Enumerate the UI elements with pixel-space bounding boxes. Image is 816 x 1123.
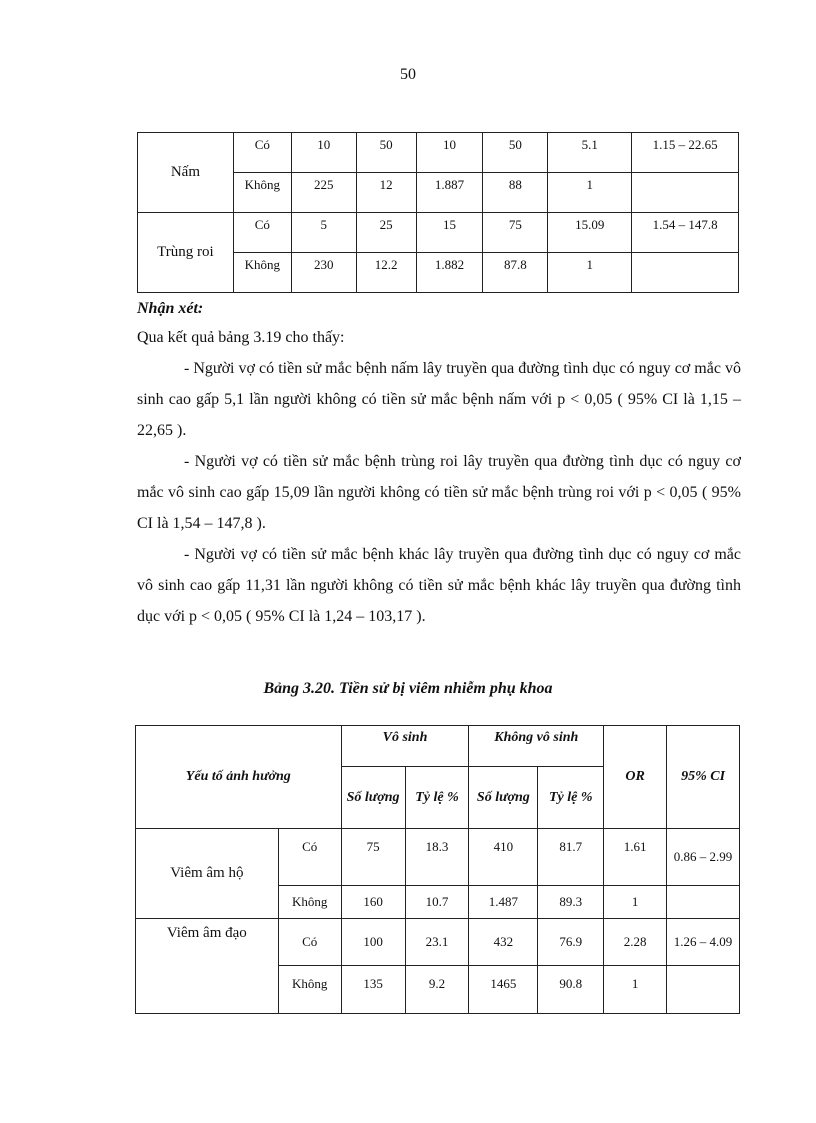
table-cell: 5.1 [548, 133, 632, 173]
table-cell: 15 [416, 213, 483, 253]
header-or: OR [604, 726, 667, 829]
table-cell: 2.28 [604, 919, 667, 966]
table-cell: 5 [291, 213, 356, 253]
table-cell: 89.3 [538, 886, 604, 919]
table-cell [632, 173, 739, 213]
table-cell: 25 [356, 213, 416, 253]
header-count: Số lượng [341, 767, 405, 829]
table-cell: 160 [341, 886, 405, 919]
table-cell: 10 [291, 133, 356, 173]
header-ci: 95% CI [667, 726, 740, 829]
table-cell: 1 [604, 886, 667, 919]
table-cell: 90.8 [538, 966, 604, 1014]
table-cell: 230 [291, 253, 356, 293]
header-count: Số lượng [469, 767, 538, 829]
table-cell: 10.7 [405, 886, 469, 919]
table-cell: 0.86 – 2.99 [667, 829, 740, 886]
table-cell: 18.3 [405, 829, 469, 886]
table-cell [632, 253, 739, 293]
table-cell: 75 [341, 829, 405, 886]
group-label: Trùng roi [138, 213, 234, 293]
table-cell: 81.7 [538, 829, 604, 886]
commentary [137, 296, 741, 632]
table-cell: Không [233, 253, 291, 293]
table-cell: 225 [291, 173, 356, 213]
table-cell: 12.2 [356, 253, 416, 293]
table-cell: 1465 [469, 966, 538, 1014]
table-cell [667, 966, 740, 1014]
table-row [138, 133, 739, 173]
header-infertile: Vô sinh [341, 726, 469, 767]
table-header-row [136, 726, 740, 767]
table-row [136, 829, 740, 886]
table-cell: 9.2 [405, 966, 469, 1014]
table-cell: 87.8 [483, 253, 548, 293]
commentary-intro: Qua kết quả bảng 3.19 cho thấy: [137, 329, 345, 346]
table-cell: 50 [356, 133, 416, 173]
table-cell: 1.26 – 4.09 [667, 919, 740, 966]
table-cell: 1 [548, 253, 632, 293]
group-label: Viêm âm đạo [136, 919, 279, 1014]
table-caption: Bảng 3.20. Tiền sử bị viêm nhiễm phụ khoa [263, 680, 553, 697]
table-cell: 76.9 [538, 919, 604, 966]
table-3-19-continuation [137, 132, 739, 293]
table-cell [667, 886, 740, 919]
commentary-point: - Người vợ có tiền sử mắc bệnh trùng roi lây truyền qua đường tình dục có nguy cơ mắc vô sinh cao gấp 15,09 lần người không có tiền sử mắc bệnh trùng roi với p < 0,05 ( 95% CI là 1,54 – 147,8 ). [137, 453, 741, 532]
table-cell: 1.61 [604, 829, 667, 886]
group-label: Nấm [138, 133, 234, 213]
table-cell: 12 [356, 173, 416, 213]
page-number: 50 [400, 66, 416, 83]
table-cell: 50 [483, 133, 548, 173]
table-3-20 [135, 725, 740, 1014]
table-cell: Không [233, 173, 291, 213]
header-factor: Yếu tố ảnh hưởng [136, 726, 342, 829]
table-cell: 1 [604, 966, 667, 1014]
header-percent: Tỷ lệ % [538, 767, 604, 829]
table-cell: 1.882 [416, 253, 483, 293]
header-not-infertile: Không vô sinh [469, 726, 604, 767]
table-cell: 23.1 [405, 919, 469, 966]
table-row [136, 919, 740, 966]
table-cell: 100 [341, 919, 405, 966]
table-cell: 75 [483, 213, 548, 253]
table-row [138, 213, 739, 253]
table-cell: Không [278, 886, 341, 919]
table-cell: 1.887 [416, 173, 483, 213]
group-label: Viêm âm hộ [136, 829, 279, 919]
table-cell: 432 [469, 919, 538, 966]
table-cell: Có [233, 213, 291, 253]
header-percent: Tỷ lệ % [405, 767, 469, 829]
table-cell: 88 [483, 173, 548, 213]
table-cell: Có [278, 829, 341, 886]
commentary-point: - Người vợ có tiền sử mắc bệnh nấm lây truyền qua đường tình dục có nguy cơ mắc vô sinh cao gấp 5,1 lần người không có tiền sử mắc bệnh nấm với p < 0,05 ( 95% CI là 1,15 – 22,65 ). [137, 360, 741, 439]
table-cell: Có [233, 133, 291, 173]
table-cell: 1.487 [469, 886, 538, 919]
commentary-point: - Người vợ có tiền sử mắc bệnh khác lây truyền qua đường tình dục có nguy cơ mắc vô sinh cao gấp 11,31 lần người không có tiền sử mắc bệnh khác lây truyền qua đường tình dục với p < 0,05 ( 95% CI là 1,24 – 103,17 ). [137, 546, 741, 625]
table-cell: 10 [416, 133, 483, 173]
commentary-title: Nhận xét: [137, 300, 204, 317]
table-cell: 1 [548, 173, 632, 213]
table-cell: Không [278, 966, 341, 1014]
table-cell: 1.54 – 147.8 [632, 213, 739, 253]
table-cell: 135 [341, 966, 405, 1014]
table-cell: 410 [469, 829, 538, 886]
table-cell: Có [278, 919, 341, 966]
table-cell: 1.15 – 22.65 [632, 133, 739, 173]
table-cell: 15.09 [548, 213, 632, 253]
